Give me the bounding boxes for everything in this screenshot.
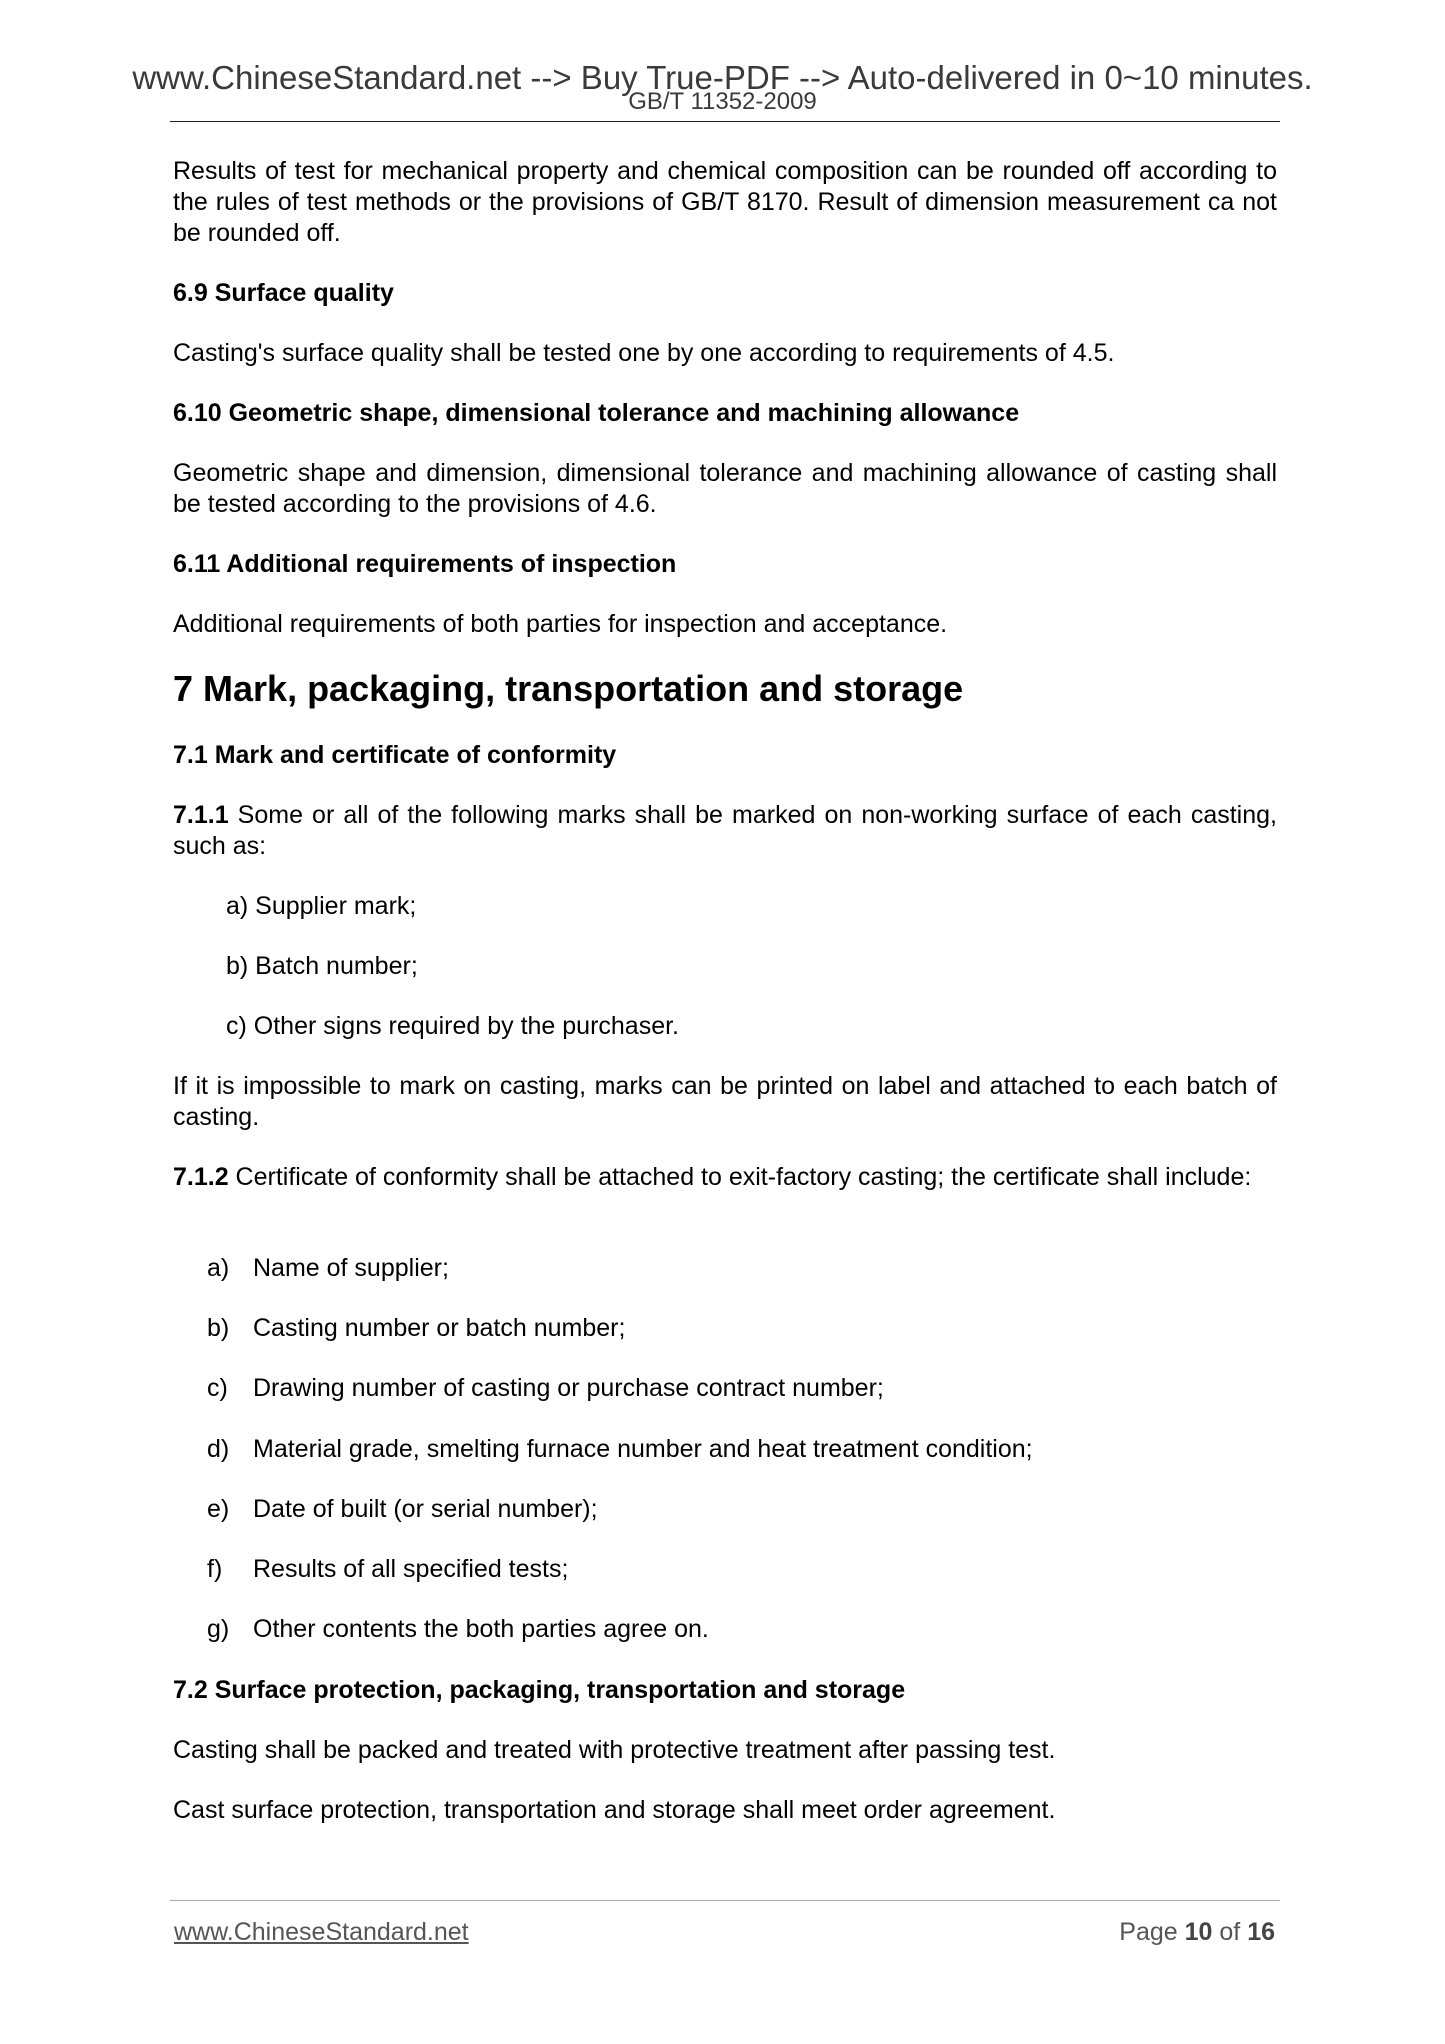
cert-item-text: Material grade, smelting furnace number and heat treatment condition;: [253, 1435, 1033, 1463]
cert-item: [207, 1494, 598, 1525]
heading-7: 7 Mark, packaging, transportation and storage: [173, 668, 964, 709]
clause-7-1-2: [173, 1162, 1277, 1193]
cert-item-marker: e): [207, 1495, 230, 1523]
paragraph-7-2-a: Casting shall be packed and treated with protective treatment after passing test.: [173, 1736, 1056, 1764]
cert-item: [207, 1434, 1033, 1465]
heading-6-11: 6.11 Additional requirements of inspection: [173, 550, 677, 578]
paragraph-7-2-b: Cast surface protection, transportation and storage shall meet order agreement.: [173, 1796, 1056, 1824]
cert-item-marker: f): [207, 1555, 223, 1583]
cert-item: [207, 1253, 449, 1284]
footer-divider: [170, 1900, 1280, 1901]
cert-item-marker: d): [207, 1435, 230, 1463]
cert-item-text: Name of supplier;: [253, 1254, 449, 1282]
paragraph-6-11: Additional requirements of both parties for inspection and acceptance.: [173, 610, 948, 638]
cert-item-marker: b): [207, 1314, 230, 1342]
cert-item: [207, 1614, 709, 1645]
header-banner: www.ChineseStandard.net --> Buy True-PDF --> Auto-delivered in 0~10 minutes.: [132, 59, 1313, 96]
cert-item-text: Other contents the both parties agree on.: [253, 1615, 709, 1643]
footer-website-link[interactable]: www.ChineseStandard.net: [174, 1918, 469, 1946]
cert-item-marker: a): [207, 1254, 230, 1282]
page-indicator: [1119, 1918, 1275, 1947]
page-current: 10: [1184, 1918, 1213, 1946]
paragraph-6-10: Geometric shape and dimension, dimensional tolerance and machining allowance of casting shall be tested according to the provisions of 4.6.: [173, 459, 1277, 518]
heading-7-2: 7.2 Surface protection, packaging, transportation and storage: [173, 1676, 906, 1704]
cert-item-text: Date of built (or serial number);: [253, 1495, 598, 1523]
cert-item-text: Drawing number of casting or purchase contract number;: [253, 1374, 884, 1402]
page-total: 16: [1247, 1918, 1275, 1946]
clause-7-1-1-text: Some or all of the following marks shall be marked on non-working surface of each casting, such as:: [173, 801, 1277, 860]
page-of: of: [1212, 1918, 1248, 1946]
cert-item-text: Results of all specified tests;: [253, 1555, 569, 1583]
cert-item: [207, 1554, 568, 1585]
page-prefix: Page: [1119, 1918, 1185, 1946]
clause-7-1-1: [173, 800, 1277, 862]
paragraph-results: Results of test for mechanical property and chemical composition can be rounded off according to the rules of test methods or the provisions of GB/T 8170. Result of dimension measurement ca not be rounded off.: [173, 157, 1277, 247]
clause-7-1-2-number: 7.1.2: [173, 1163, 229, 1191]
clause-7-1-1-number: 7.1.1: [173, 801, 229, 829]
cert-item-marker: c): [207, 1374, 228, 1402]
mark-item: a) Supplier mark;: [226, 892, 417, 920]
cert-item-text: Casting number or batch number;: [253, 1314, 626, 1342]
cert-item: [207, 1373, 884, 1404]
standard-number: GB/T 11352-2009: [628, 88, 817, 115]
heading-6-10: 6.10 Geometric shape, dimensional tolerance and machining allowance: [173, 399, 1020, 427]
heading-7-1: 7.1 Mark and certificate of conformity: [173, 741, 617, 769]
cert-item-marker: g): [207, 1615, 230, 1643]
paragraph-6-9: Casting's surface quality shall be tested one by one according to requirements of 4.5.: [173, 339, 1115, 367]
heading-6-9: 6.9 Surface quality: [173, 279, 394, 307]
cert-item: [207, 1313, 625, 1344]
paragraph-impossible: If it is impossible to mark on casting, marks can be printed on label and attached to each batch of casting.: [173, 1072, 1277, 1131]
clause-7-1-2-text: Certificate of conformity shall be attached to exit-factory casting; the certificate shall include:: [228, 1163, 1252, 1191]
mark-item: b) Batch number;: [226, 952, 418, 980]
mark-item: c) Other signs required by the purchaser.: [226, 1012, 680, 1040]
header-divider: [170, 121, 1280, 122]
